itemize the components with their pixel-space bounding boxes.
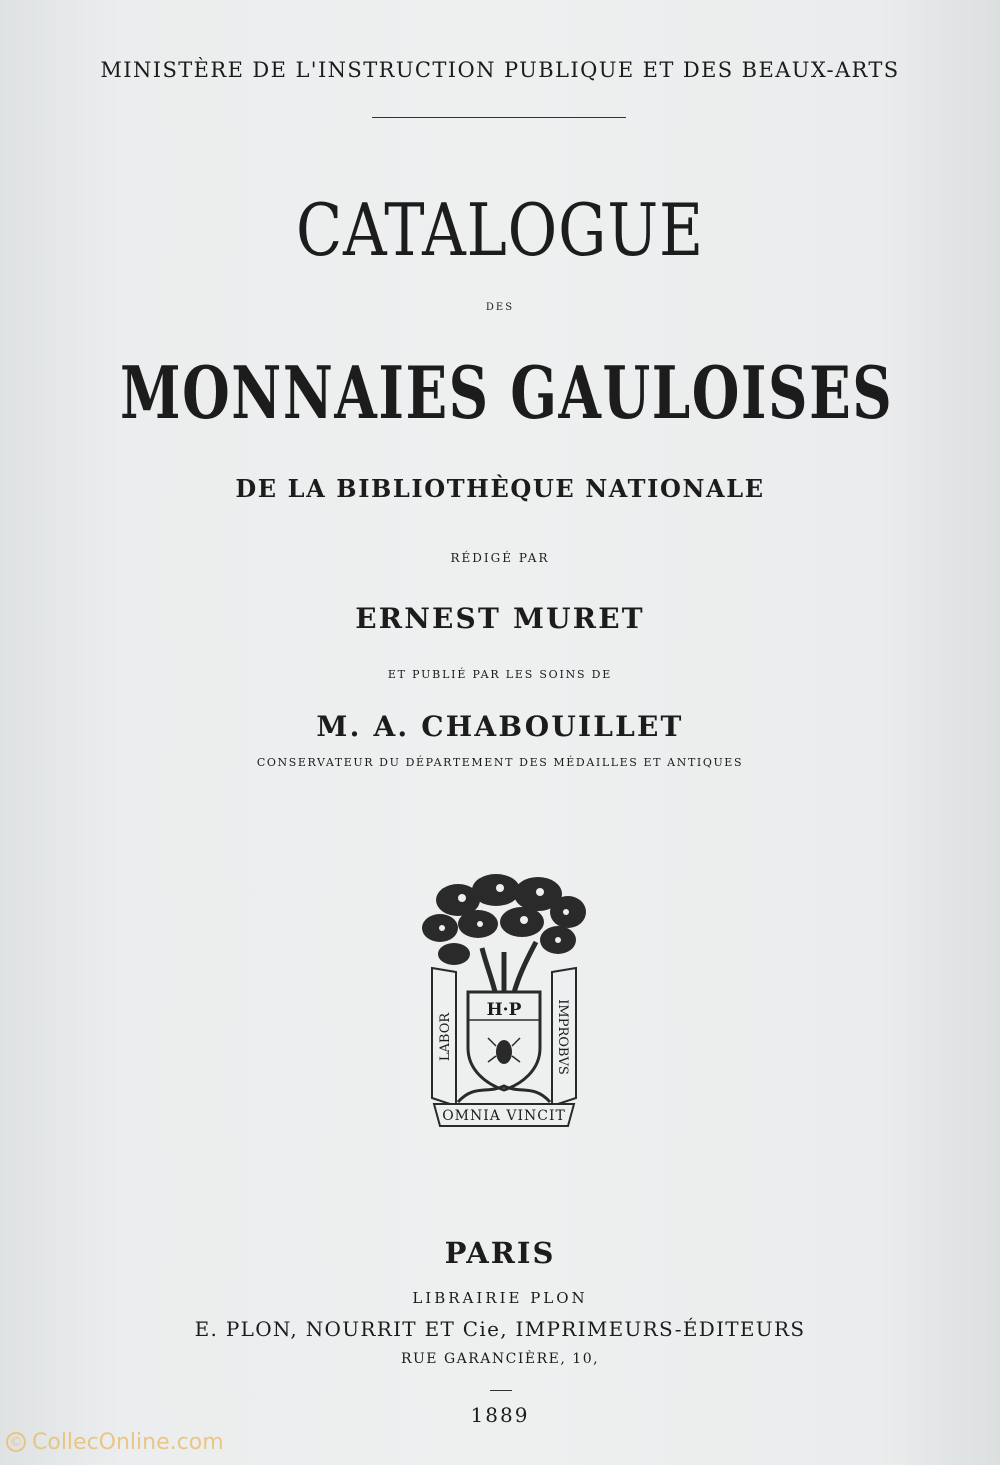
imprint-city: PARIS [444, 1236, 556, 1270]
tree-canopy-icon [422, 874, 586, 965]
bee-icon [496, 1040, 512, 1064]
site-watermark [6, 1427, 224, 1457]
motto-left-text: LABOR [438, 1012, 453, 1062]
bottom-divider [490, 1390, 512, 1391]
imprint-year: 1889 [470, 1403, 530, 1427]
ministry-heading: MINISTÈRE DE L'INSTRUCTION PUBLIQUE ET DES BEAUX-ARTS [100, 58, 900, 82]
title-monnaies-gauloises: MONNAIES GAULOISES [120, 350, 894, 435]
publie-par-text: ET PUBLIÉ PAR LES SOINS DE [387, 668, 613, 681]
top-divider [372, 117, 626, 118]
editor-title: CONSERVATEUR DU DÉPARTEMENT DES MÉDAILLES ET ANTIQUES [256, 756, 744, 769]
imprint-publisher: E. PLON, NOURRIT ET Cie, IMPRIMEURS-ÉDITEURS [194, 1317, 806, 1341]
copyright-icon: © [6, 1432, 26, 1452]
monogram-text: H·P [486, 1000, 522, 1020]
imprint-address: RUE GARANCIÈRE, 10, [400, 1351, 600, 1367]
imprint-librairie: LIBRAIRIE PLON [412, 1289, 588, 1307]
author-name: ERNEST MURET [355, 602, 645, 635]
motto-bottom-text: OMNIA VINCIT [442, 1108, 566, 1124]
printer-mark-emblem [418, 872, 590, 1136]
title-des: DES [485, 302, 515, 313]
watermark-text: CollecOnline.com [32, 1429, 224, 1455]
title-catalogue: CATALOGUE [295, 188, 705, 272]
title-bibliotheque: DE LA BIBLIOTHÈQUE NATIONALE [235, 474, 765, 503]
editor-name: M. A. CHABOUILLET [316, 710, 684, 743]
redige-par-text: RÉDIGÉ PAR [450, 551, 550, 565]
motto-right-text: IMPROBVS [555, 999, 570, 1075]
